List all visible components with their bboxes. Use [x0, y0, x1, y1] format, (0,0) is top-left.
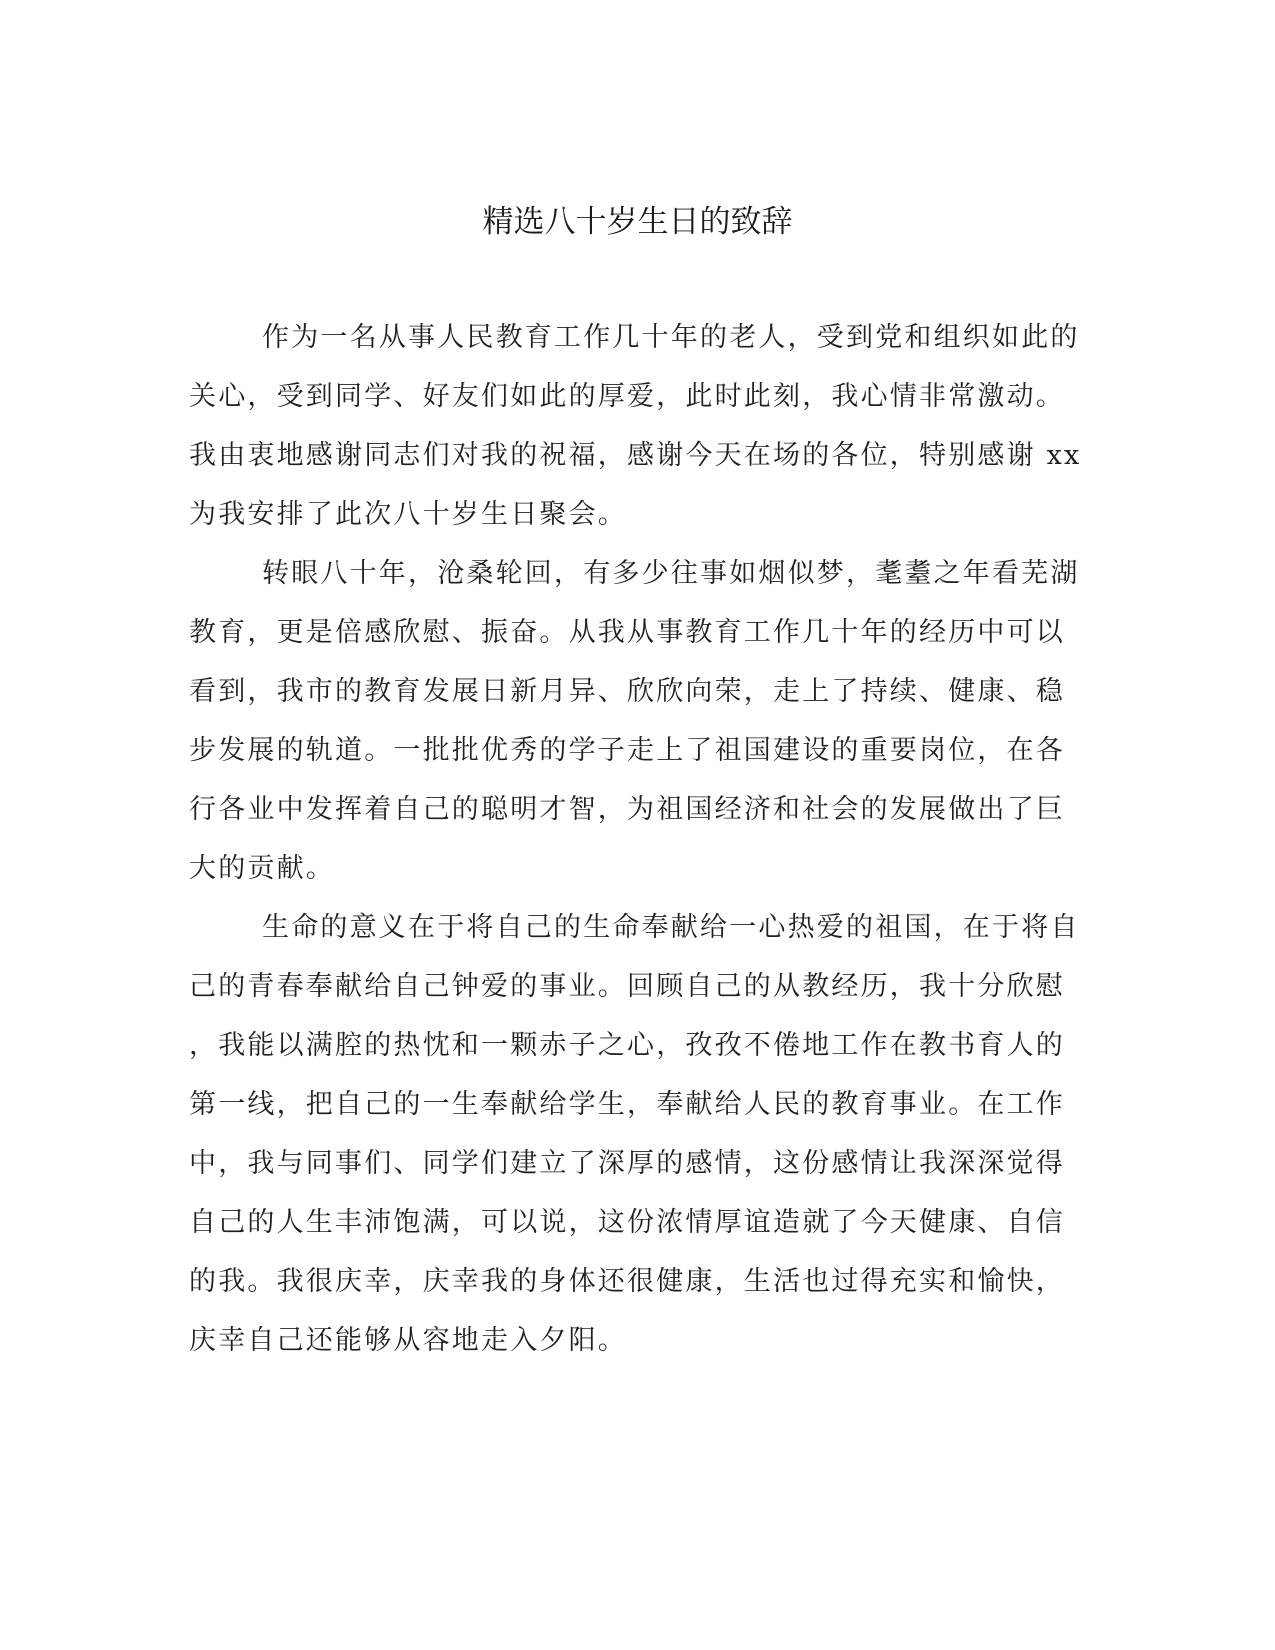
paragraph-3-line-4: 第一线，把自己的一生奉献给学生，奉献给人民的教育事业。在工作: [189, 1089, 1065, 1120]
paragraph-1-line-4: 为我安排了此次八十岁生日聚会。: [189, 499, 627, 530]
paragraph-3-line-1: 生命的意义在于将自己的生命奉献给一心热爱的祖国，在于将自: [262, 912, 1080, 943]
paragraph-3-line-5: 中，我与同事们、同学们建立了深厚的感情，这份感情让我深深觉得: [189, 1148, 1065, 1179]
paragraph-3-line-6: 自己的人生丰沛饱满，可以说，这份浓情厚谊造就了今天健康、自信: [189, 1207, 1065, 1238]
paragraph-2-line-6: 大的贡献。: [189, 853, 335, 884]
paragraph-3-line-3: ，我能以满腔的热忱和一颗赤子之心，孜孜不倦地工作在教书育人的: [189, 1030, 1065, 1061]
paragraph-2-line-4: 步发展的轨道。一批批优秀的学子走上了祖国建设的重要岗位，在各: [189, 735, 1065, 766]
paragraph-3-line-2: 己的青春奉献给自己钟爱的事业。回顾自己的从教经历，我十分欣慰: [189, 971, 1065, 1002]
paragraph-1-line-1: 作为一名从事人民教育工作几十年的老人，受到党和组织如此的: [262, 322, 1080, 353]
paragraph-3-line-8: 庆幸自己还能够从容地走入夕阳。: [189, 1325, 627, 1356]
paragraph-1-line-3: 我由衷地感谢同志们对我的祝福，感谢今天在场的各位，特别感谢 xx: [189, 440, 1082, 471]
paragraph-3-line-7: 的我。我很庆幸，庆幸我的身体还很健康，生活也过得充实和愉快，: [189, 1266, 1065, 1297]
paragraph-2-line-5: 行各业中发挥着自己的聪明才智，为祖国经济和社会的发展做出了巨: [189, 794, 1065, 825]
paragraph-2-line-3: 看到，我市的教育发展日新月异、欣欣向荣，走上了持续、健康、稳: [189, 676, 1065, 707]
paragraph-1-line-2: 关心，受到同学、好友们如此的厚爱，此时此刻，我心情非常激动。: [189, 381, 1065, 412]
paragraph-2-line-2: 教育，更是倍感欣慰、振奋。从我从事教育工作几十年的经历中可以: [189, 617, 1065, 648]
paragraph-2-line-1: 转眼八十年，沧桑轮回，有多少往事如烟似梦，耄耋之年看芜湖: [262, 558, 1080, 589]
document-title: 精选八十岁生日的致辞: [482, 204, 793, 240]
